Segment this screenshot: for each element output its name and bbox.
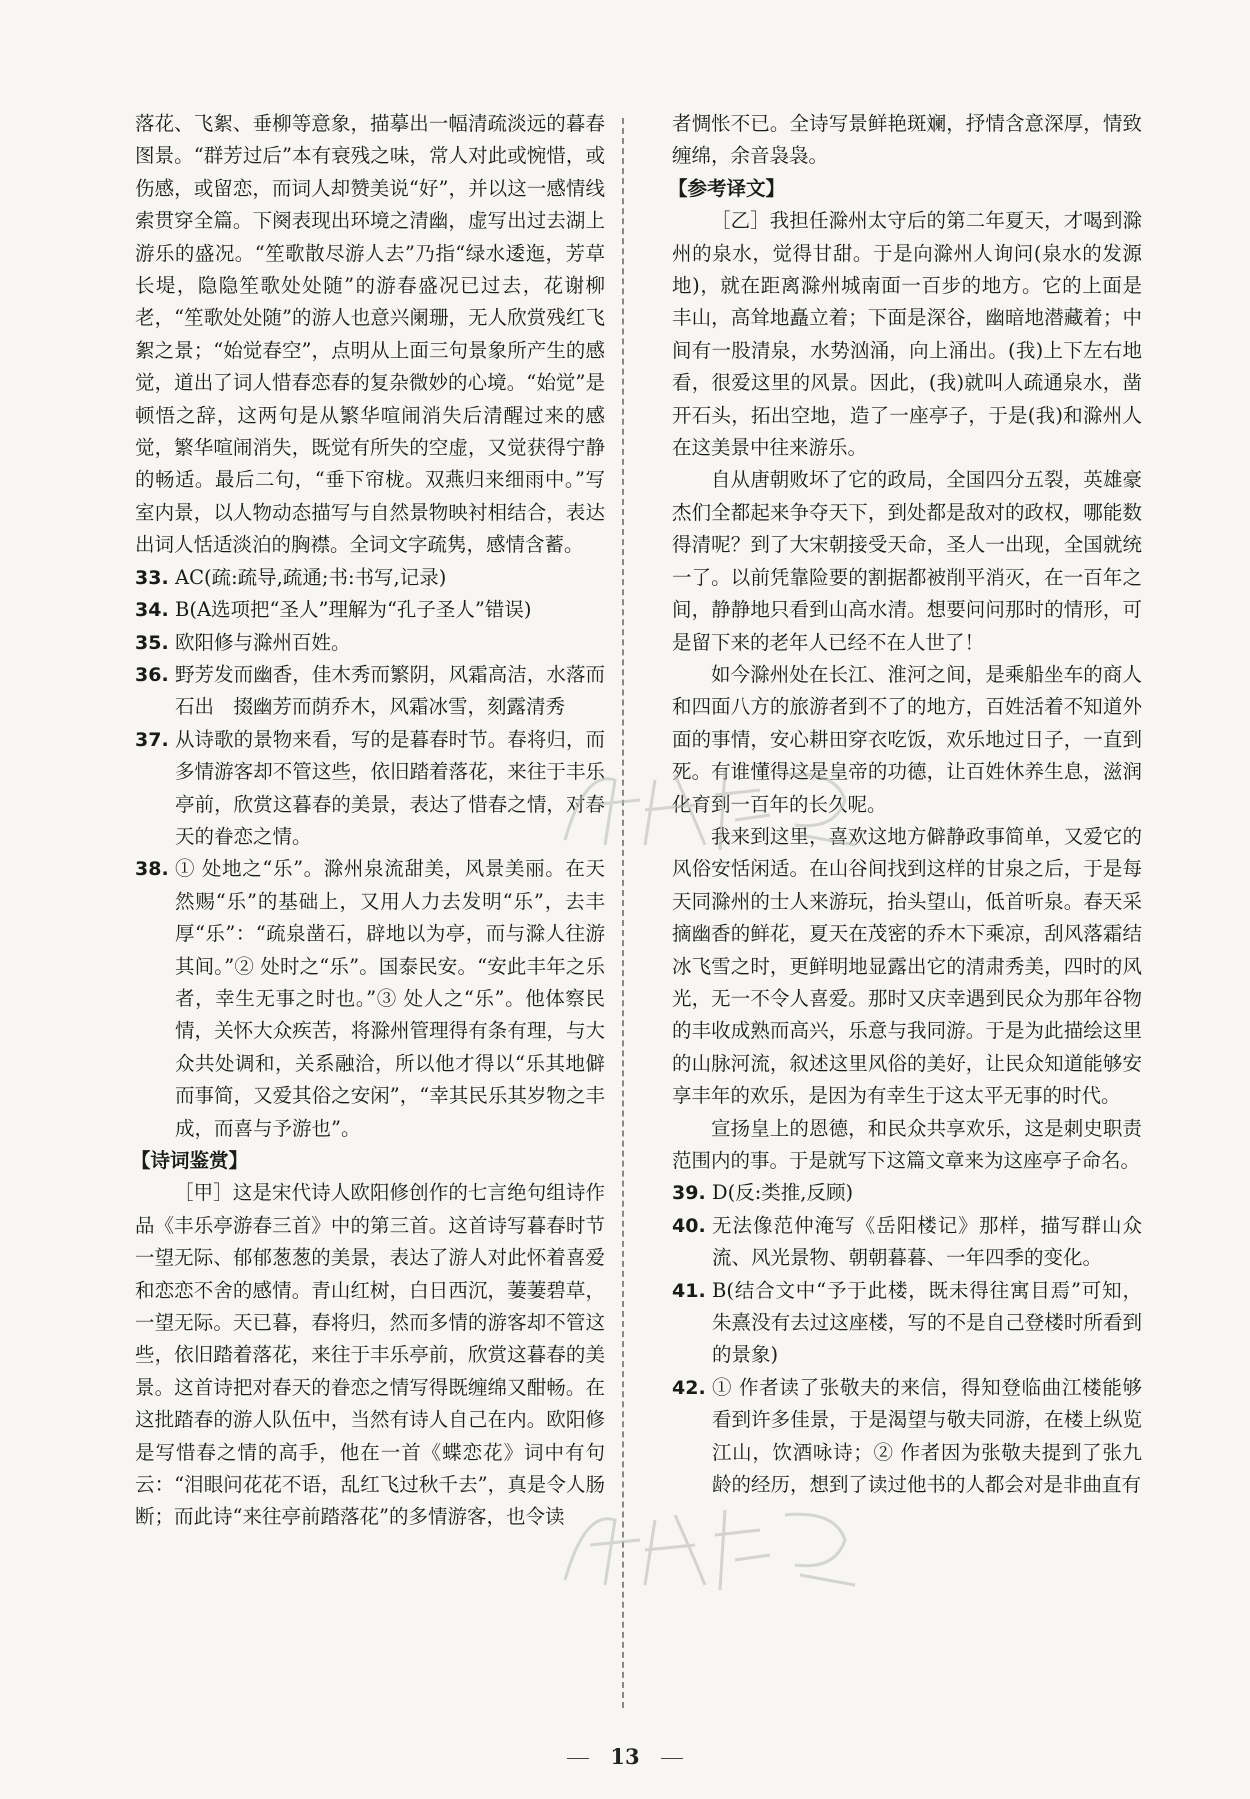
column-divider xyxy=(622,118,624,1708)
answer-item-40 xyxy=(672,1210,1142,1275)
item-number: 37. xyxy=(135,728,169,751)
answer-item-37 xyxy=(135,724,605,854)
translation-paragraph: 自从唐朝败坏了它的政局，全国四分五裂，英雄豪杰们全都起来争夺天下，到处都是敌对的政权，哪能数得清呢？到了大宋朝接受天命，圣人一出现，全国就统一了。以前凭靠险要的割据都被削平消灭，在一百年之间，静静地只看到山高水清。想要问问那时的情形，可是留下来的老年人已经不在人世了！ xyxy=(672,468,1142,654)
answer-item-42 xyxy=(672,1372,1142,1502)
item-text: 欧阳修与滁州百姓。 xyxy=(175,630,351,654)
answer-item-38 xyxy=(135,853,605,1145)
right-column xyxy=(668,108,1142,1501)
footer-dash-right xyxy=(661,1758,683,1759)
translation-paragraph: 我来到这里，喜欢这地方僻静政事简单，又爱它的风俗安恬闲适。在山谷间找到这样的甘泉之后，于是每天同滁州的士人来游玩，抬头望山，低首听泉。春天采摘幽香的鲜花，夏天在茂密的乔木下乘凉，刮风落霜结冰飞雪之时，更鲜明地显露出它的清肃秀美，四时的风光，无一不令人喜爱。那时又庆幸遇到民众为那年谷物的丰收成熟而高兴，乐意与我同游。于是为此描绘这里的山脉河流，叙述这里风俗的美好，让民众知道能够安享丰年的欢乐，是因为有幸生于这太平无事的时代。 xyxy=(672,824,1142,1108)
item-number: 34. xyxy=(135,599,169,622)
item-number: 35. xyxy=(135,631,169,654)
item-number: 38. xyxy=(135,858,169,881)
item-number: 33. xyxy=(135,566,169,589)
item-text: 无法像范仲淹写《岳阳楼记》那样，描写群山众流、风光景物、朝朝暮暮、一年四季的变化。 xyxy=(712,1213,1142,1270)
answer-item-34 xyxy=(135,594,605,626)
section-heading-translation: 【参考译文】 xyxy=(668,176,786,200)
translation-paragraph: 宣扬皇上的恩德，和民众共享欢乐，这是刺史职责范围内的事。于是就写下这篇文章来为这座亭子命名。 xyxy=(672,1116,1142,1172)
answer-item-36 xyxy=(135,659,605,724)
item-number: 42. xyxy=(672,1376,706,1399)
item-number: 36. xyxy=(135,663,169,686)
footer-dash-left xyxy=(567,1758,589,1759)
item-text: B(结合文中“予于此楼，既未得往寓目焉”可知，朱熹没有去过这座楼，写的不是自己登楼时所看到的景象) xyxy=(712,1278,1142,1367)
item-text: B(A选项把“圣人”理解为“孔子圣人”错误) xyxy=(175,598,532,622)
item-text: 从诗歌的景物来看，写的是暮春时节。春将归，而多情游客却不管这些，依旧踏着落花，来往于丰乐亭前，欣赏这暮春的美景，表达了惜春之情，对春天的眷恋之情。 xyxy=(175,727,605,848)
poetry-appreciation-paragraph: ［甲］这是宋代诗人欧阳修创作的七言绝句组诗作品《丰乐亭游春三首》中的第三首。这首诗写暮春时节一望无际、郁郁葱葱的美景，表达了游人对此怀着喜爱和恋恋不舍的感情。青山红树，白日西沉，萋萋碧草，一望无际。天已暮，春将归，然而多情的游客却不管这些，依旧踏着落花，来往于丰乐亭前，欣赏这暮春的美景。这首诗把对春天的眷恋之情写得既缠绵又酣畅。在这批踏春的游人队伍中，当然有诗人自己在内。欧阳修是写惜春之情的高手，他在一首《蝶恋花》词中有句云：“泪眼问花花不语，乱红飞过秋千去”，真是令人肠断；而此诗“来往亭前踏落花”的多情游客，也令读 xyxy=(135,1181,605,1529)
answer-item-41 xyxy=(672,1275,1142,1372)
item-text: D(反:类推,反顾) xyxy=(712,1181,854,1205)
left-column xyxy=(131,108,605,1534)
commentary-paragraph: 落花、飞絮、垂柳等意象，描摹出一幅清疏淡远的暮春图景。“群芳过后”本有衰残之味，常人对此或惋惜，或伤感，或留恋，而词人却赞美说“好”，并以这一感情线索贯穿全篇。下阕表现出环境之清幽，虚写出过去湖上游乐的盛况。“笙歌散尽游人去”乃指“绿水逶迤，芳草长堤，隐隐笙歌处处随”的游春盛况已过去，花谢柳老，“笙歌处处随”的游人也意兴阑珊，无人欣赏残红飞絮之景；“始觉春空”，点明从上面三句景象所产生的感觉，道出了词人惜春恋春的复杂微妙的心境。“始觉”是顿悟之辞，这两句是从繁华喧闹消失后清醒过来的感觉，繁华喧闹消失，既觉有所失的空虚，又觉获得宁静的畅适。最后二句，“垂下帘栊。双燕归来细雨中。”写室内景，以人物动态描写与自然景物映衬相结合，表达出词人恬适淡泊的胸襟。全词文字疏隽，感情含蓄。 xyxy=(135,112,605,557)
continued-paragraph: 者惆怅不已。全诗写景鲜艳斑斓，抒情含意深厚，情致缠绵，余音袅袅。 xyxy=(672,112,1142,168)
answer-item-35 xyxy=(135,627,605,659)
answer-item-39 xyxy=(672,1177,1142,1209)
answer-item-33 xyxy=(135,562,605,594)
item-text: ① 处地之“乐”。滁州泉流甜美，风景美丽。在天然赐“乐”的基础上，又用人力去发明“乐”，去丰厚“乐”：“疏泉凿石，辟地以为亭，而与滁人往游其间。”② 处时之“乐”。国泰民安。“安此丰年之乐者，幸生无事之时也。”③ 处人之“乐”。他体察民情，关怀大众疾苦，将滁州管理得有条有理，与大众共处调和，关系融洽，所以他才得以“乐其地僻而事简，又爱其俗之安闲”，“幸其民乐其岁物之丰成，而喜与予游也”。 xyxy=(175,857,605,1140)
page-footer xyxy=(0,1744,1250,1769)
section-heading-poetry: 【诗词鉴赏】 xyxy=(131,1149,249,1172)
page-number: 13 xyxy=(610,1744,640,1769)
item-number: 39. xyxy=(672,1182,706,1205)
item-text: AC(疏:疏导,疏通;书:书写,记录) xyxy=(175,565,447,589)
item-text: ① 作者读了张敬夫的来信，得知登临曲江楼能够看到许多佳景，于是渴望与敬夫同游，在楼上纵览江山，饮酒咏诗；② 作者因为张敬夫提到了张九龄的经历，想到了读过他书的人都会对是非曲直有 xyxy=(712,1375,1142,1497)
item-text: 野芳发而幽香，佳木秀而繁阴，风霜高洁，水落而石出 掇幽芳而荫乔木，风霜冰雪，刻露清秀 xyxy=(175,662,605,719)
translation-paragraph: ［乙］我担任滁州太守后的第二年夏天，才喝到滁州的泉水，觉得甘甜。于是向滁州人询问(泉水的发源地)，就在距离滁州城南面一百步的地方。它的上面是丰山，高耸地矗立着；下面是深谷，幽暗地潜藏着；中间有一股清泉，水势汹涌，向上涌出。(我)上下左右地看，很爱这里的风景。因此，(我)就叫人疏通泉水，凿开石头，拓出空地，造了一座亭子，于是(我)和滁州人在这美景中往来游乐。 xyxy=(672,209,1142,460)
translation-paragraph: 如今滁州处在长江、淮河之间，是乘船坐车的商人和四面八方的旅游者到不了的地方，百姓活着不知道外面的事情，安心耕田穿衣吃饭，欢乐地过日子，一直到死。有谁懂得这是皇帝的功德，让百姓休养生息，滋润化育到一百年的长久呢。 xyxy=(672,662,1142,816)
item-number: 40. xyxy=(672,1214,706,1237)
item-number: 41. xyxy=(672,1279,706,1302)
